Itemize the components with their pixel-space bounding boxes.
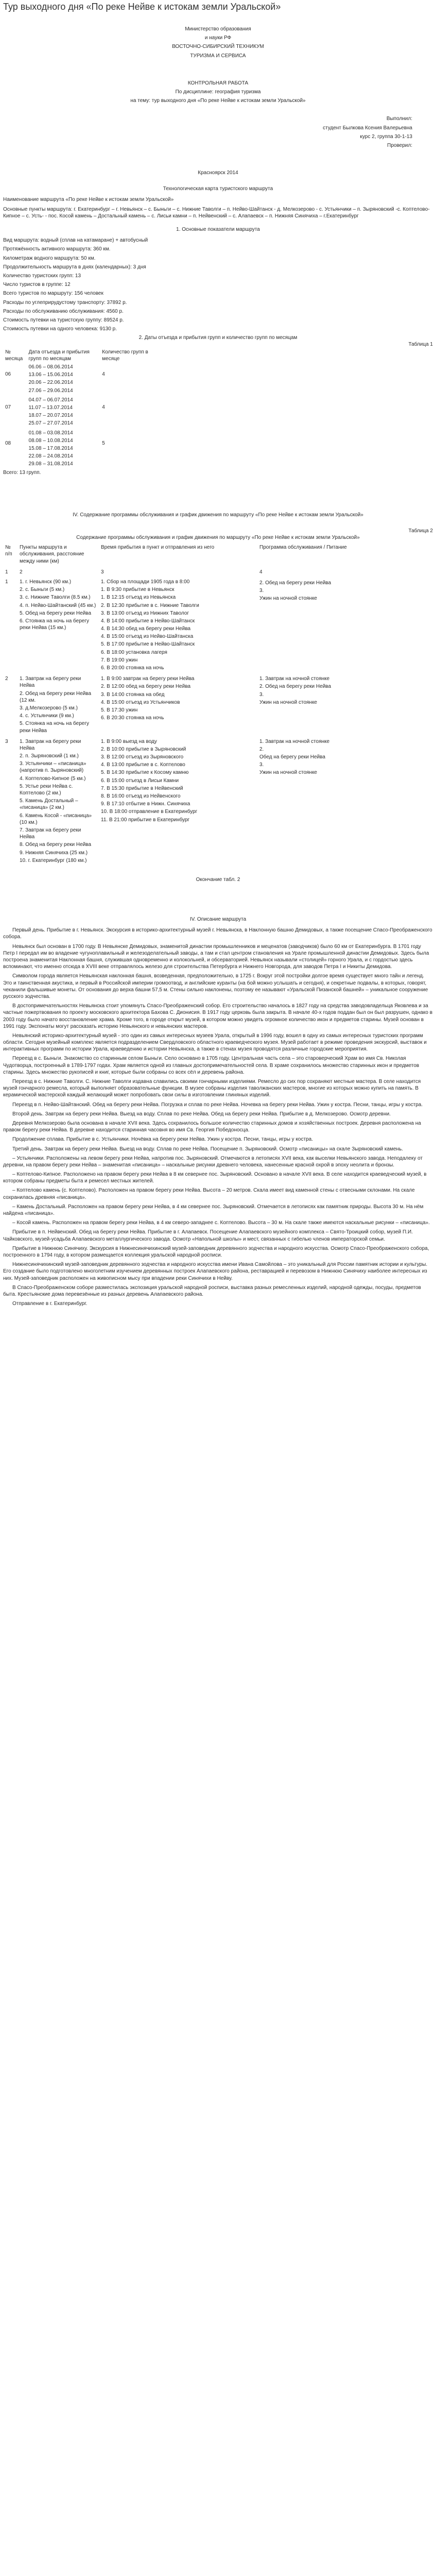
- description-paragraph: Переезд в п. Нейво-Шайтанский. Обед на берегу реки Нейва. Погрузка и сплав по реке Нейва. Ночевка на берегу реки Нейва. Ужин у костра. Песни, танцы, игры у костра.: [12, 1101, 423, 1108]
- dates-cell: 01.08 – 03.08.2014 08.08 – 10.08.2014 15.08 – 17.08.2014 22.08 – 24.08.2014 29.08 – 31.08.2014: [28, 430, 73, 467]
- ministry-line-2: и науки РФ: [204, 35, 232, 41]
- points-header: Пункты маршрута и обслуживания, расстояние между ними (км): [20, 545, 84, 564]
- done-label: Выполнил:: [386, 116, 412, 122]
- time-cell: 1. В 9:00 завтрак на берегу реки Нейва 2. В 12:00 обед на берегу реки Нейва 3. В 14:00 стоянка на обед 4. В 15:00 отъезд из Устьянчиков 5. В 17:30 ужин 6. В 20:30 стоянка на ночь: [101, 676, 195, 721]
- indicator-line: Всего туристов по маршруту: 156 человек: [3, 291, 103, 297]
- count-cell: 4: [102, 371, 105, 377]
- table-header-row: [3, 543, 433, 568]
- dates-header: Дата отъезда и прибытия групп по месяцам: [28, 349, 90, 362]
- month-cell: 06: [5, 371, 11, 377]
- food-cell: 1. Завтрак на ночной стоянке 2. Обед на берегу реки Нейва 3. Ужин на ночной стоянке: [259, 676, 332, 705]
- food-header: Программа обслуживания / Питание: [259, 545, 347, 551]
- checked-label: Проверил:: [387, 142, 412, 148]
- college-line-2: ТУРИЗМА И СЕРВИСА: [190, 53, 246, 59]
- groups-total: Всего: 13 групп.: [3, 470, 41, 476]
- table-2-label: Таблица 2: [408, 528, 433, 534]
- student-course: курс 2, группа 30-1-13: [360, 133, 412, 140]
- points-cell: 1. Завтрак на берегу реки Нейва 2. Обед на берегу реки Нейва (12 км. 3. д.Мелкозерово (5 км.) 4. с. Устьянчики (9 км.) 5. Стоянка на ночь на берегу реки Нейва: [20, 676, 92, 734]
- indicator-line: Продолжительность маршрута в днях (календарных): 3 дня: [3, 264, 146, 270]
- ministry-heading: [3, 26, 433, 59]
- description-paragraph: В Спасо-Преображенском соборе разместилась экспозиция уральской народной росписи, выставка разных ремесленных изделий, народной одежды, посуды, предметов быта. Крестьянские дома перевезённые из разных деревень Алапаевского района.: [3, 1284, 421, 1297]
- description-paragraph: Нижнесинячихинский музей-заповедник деревянного зодчества и народного искусства имени Ивана Самойлова – это уникальный для России памятник истории и культуры. Его создание было подготовлено многолетним изучением деревянных построек Алапаевского района, реставрацией и перевозом в Нижнюю Синячиху наиболее интересных из них. Музей-заповедник расположен на живописном мысу при впадении реки Синячихи в Нейву.: [3, 1262, 428, 1281]
- month-cell: 07: [5, 404, 11, 410]
- description-paragraph: – Коптелово-Кипное. Расположено на правом берегу реки Нейва в 8 км севернее пос. Зыряновский. Основано в начале XVII века. В селе находится краеведческий музей, в котором собраны предметы быта и ремесел местных жителей.: [3, 1172, 427, 1184]
- ministry-line: Министерство образования: [185, 26, 251, 32]
- day-number: 1: [5, 579, 8, 585]
- time-cell: 1. В 9:00 выезд на воду 2. В 10:00 прибытие в Зыряновский 3. В 12:00 отъезд из Зыряновского 4. В 13:00 прибытие в с. Коптелово 5. В 14:30 прибытие к Косому камню 6. В 15:00 отъезд в Лисьи Камни 7. В 15:30 прибытие в Нейвенский 8. В 16:00 отъезд из Нейвенского 9. В 17:10 отбытие в Нижн. Синячиха 10. В 18:00 отправление в Екатеринбург 11. В 21:00 прибытие в Екатеринбург: [101, 738, 198, 823]
- program-caption: Содержание программы обслуживания и график движения по маршруту «По реке Нейве к истокам земли Уральской»: [76, 535, 360, 540]
- student-name: студент Былкова Ксения Валерьевна: [323, 125, 412, 131]
- count-header: Количество групп в месяце: [102, 349, 148, 362]
- num-header: № п/п: [5, 545, 12, 557]
- page-title: Тур выходного дня «По реке Нейве к истокам земли Уральской»: [3, 2, 281, 12]
- time-cell: 1. Сбор на площади 1905 года в 8:00 1. В 9:30 прибытие в Невьянск 1. В 12:15 отъезд из Невьянска 2. В 12:30 прибытие в с. Нижние Таволги 3. В 13:00 отъезд из Нижних Таволог 4. В 14:00 прибытие в Нейво-Шайтанск 4. В 14:30 обед на берегу реки Нейва 4. В 15:00 отъезд из Нейво-Шайтанска 5. В 17:00 прибытие в Нейво-Шайтанск 6. В 18:00 установка лагеря 7. В 19:00 ужин 6. В 20:00 стоянка на ночь: [101, 579, 199, 671]
- dates-cell: 04.07 – 06.07.2014 11.07 – 13.07.2014 18.07 – 20.07.2014 25.07 – 27.07.2014: [28, 397, 73, 427]
- description-paragraph: Второй день. Завтрак на берегу реки Нейва. Выезд на воду. Сплав по реке Нейва. Обед на берегу реки Нейва. Прибытие в д. Мелкозерово. Осмотр деревни.: [12, 1111, 391, 1117]
- indicator-line: Количество туристских групп: 13: [3, 273, 81, 279]
- description-paragraph: Символом города является Невьянская наклонная башня, возведенная, предположительно, в 1725 г. Вокруг этой постройки долгое время существует много тайн и легенд. Это и таинственная акустика, и первый в Российской империи громоотвод, и английские куранты (на бой можно услышать и сегодня), и секретные подвалы, в которых, говорят, чеканили фальшивые монеты. От основания до верха башни 57,5 м. Стены сильно наклонены, поэтому ее называют «Уральской Пизанской башней» – уникальное сооружение русского зодчества.: [3, 973, 428, 999]
- description-paragraph: Продолжение сплава. Прибытие в с. Устьянчики. Ночёвка на берегу реки Нейва. Ужин у костра. Песни, танцы, игры у костра.: [12, 1137, 313, 1143]
- table-row: [3, 674, 433, 737]
- points-cell: 1. Завтрак на берегу реки Нейва 2. п. Зыряновский (1 км.) 3. Устьянчики – «писаница» (напротив п. Зыряновский) 4. Коптелово-Кипное (5 км.) 5. Устье реки Нейва с. Коптелово (2 км.) 5. Камень Достальный – «писаница» (2 км.) 6. Камень Косой - «писаница» (10 км.) 7. Завтрак на берегу реки Нейва 8. Обед на берегу реки Нейва 9. Нижняя Синячиха (25 км.) 10. г. Екатеринбург (180 км.): [20, 738, 92, 863]
- description-paragraph: Прибытие в Нижнюю Синячиху. Экскурсия в Нижнесинячихинский музей-заповедник деревянного зодчества и народного искусства. Осмотр Спасо-Преображенского собора, построенного в 1794 году, в котором размещается коллекция уральской народной росписи.: [3, 1245, 429, 1258]
- work-type: КОНТРОЛЬНАЯ РАБОТА: [187, 80, 249, 86]
- food-cell: 1. Завтрак на ночной стоянке 2. Обед на берегу реки Нейва 3. Ужин на ночной стоянке: [259, 738, 330, 776]
- description-paragraph: Первый день. Прибытие в г. Невьянск. Экскурсия в историко-архитектурный музей г. Невьянска, в Наклонную башню Демидовых, а также посещение Спасо-Преображенского собора.: [3, 927, 432, 940]
- count-cell: 5: [102, 440, 105, 446]
- table-row: [3, 363, 158, 396]
- topic: на тему: тур выходного дня «По реке Нейве к истокам земли Уральской»: [130, 98, 306, 104]
- basic-indicators-list: [3, 237, 433, 332]
- dates-cell: 06.06 – 08.06.2014 13.06 – 15.06.2014 20.06 – 22.06.2014 27.06 – 29.06.2014: [28, 364, 73, 394]
- indicator-line: Протяжённость активного маршрута: 360 км.: [3, 246, 111, 252]
- indicator-line: Стоимость путевки на туристскую группу: 89524 р.: [3, 317, 124, 323]
- table-header-row: [3, 348, 158, 363]
- column-number: 2: [20, 569, 23, 575]
- description-paragraph: Отправление в г. Екатеринбург.: [12, 1301, 88, 1307]
- route-points: Основные пункты маршрута: г. Екатеринбург – г. Невьянск – с. Быньги – с. Нижние Таволги – п. Нейво-Шайтанск - д. Мелкозерово - с. Устьянчики – п. Зыряновский -с. Коптелово-Кипное – с. Усть- - пос. Косой камень – Достальный камень – с. Лисьи камни – п. Нейвенский – с. Алапаевск – п. Нижняя Синячиха – г.Екатеринбург: [3, 206, 430, 219]
- table-1-label: Таблица 1: [408, 342, 433, 348]
- day-number: 2: [5, 676, 8, 682]
- indicator-line: Стоимость путевки на одного человека: 9130 р.: [3, 326, 117, 332]
- route-name: Наименование маршрута «По реке Нейве к истокам земли Уральской»: [3, 197, 174, 203]
- column-number: 4: [259, 569, 263, 575]
- food-cell: 2. Обед на берегу реки Нейва 3. Ужин на ночной стоянке: [259, 580, 332, 602]
- description-paragraph: В достопримечательностях Невьянска стоит упомянуть Спасо-Преображенский собор. Его строительство началось в 1827 году на средства заводовладельца Яковлева и за частные пожертвования по проекту московского архитектора Бахова С. Дионисия. В 1917 году церковь была закрыта. В начале 40-х годов поддан был он был разрушен, однако в 2003 году было начато восстановление храма. Кроме того, в городе открыт музей, в котором можно увидеть огромное количество икон и предметов старины. Музей основан в 1991 году. Экспонаты могут рассказать историю Невьянского и невьянских мастеров.: [3, 1003, 433, 1029]
- description-paragraph: Переезд в с. Быньги. Знакомство со старинным селом Быньги. Село основано в 1705 году. Центральная часть села – это староверческий Храм во имя Св. Николая Чудотворца, построенный в 1789-1797 годах. Храм является одной из главных достопримечательностей села. В храме сохранилось множество старинных икон и предметов старины. Здесь множество рукописей и книг, которые были собраны со всех сёл и деревень района.: [3, 1056, 420, 1075]
- city-year: Красноярск 2014: [198, 170, 238, 176]
- discipline: По дисциплине: география туризма: [175, 89, 261, 95]
- basic-indicators-title: 1. Основные показатели маршрута: [176, 227, 260, 232]
- indicator-line: Вид маршрута: водный (сплав на катамаране) + автобусный: [3, 238, 148, 244]
- description-paragraph: Третий день. Завтрак на берегу реки Нейва. Выезд на воду. Сплав по реке Нейва. Посещение п. Зыряновский. Осмотр «писаницы» на скале Зыряновский камень.: [12, 1146, 404, 1152]
- column-numbering-row: [3, 568, 433, 578]
- program-title: IV. Содержание программы обслуживания и график движения по маршруту «По реке Нейве к истокам земли Уральской»: [73, 512, 363, 518]
- college-line: ВОСТОЧНО-СИБИРСКИЙ ТЕХНИКУМ: [172, 44, 264, 50]
- indicator-line: Расходы по обслуживанию обслуживания: 4560 р.: [3, 308, 124, 314]
- count-cell: 4: [102, 404, 105, 410]
- description-paragraph: – Устьянчики. Расположены на левом берегу реки Нейва, напротив пос. Зыряновский. Отмечаются в летописях XVII века, как выселки Невьянского завода. Неподалеку от деревни, на правом берегу реки Нейва – знаменитая «писаница» – наскальные рисунки древнего человека, нанесенные красной охрой в эпоху неолита и бронзы.: [3, 1155, 423, 1168]
- points-cell: 1. г. Невьянск (90 км.) 2. с. Быньги (5 км.) 3. с. Нижние Таволги (8.5 км.) 4. п. Нейво-Шайтанский (45 км.) 5. Обед на берегу реки Нейва 6. Стоянка на ночь на берегу реки Нейва (15 км.): [20, 579, 96, 631]
- month-cell: 08: [5, 440, 11, 446]
- indicator-line: Расходы по углеприрудустому транспорту: 37892 р.: [3, 299, 127, 306]
- dates-table: [3, 348, 158, 470]
- description-paragraph: Прибытие в п. Нейвенский. Обед на берегу реки Нейва. Прибытие в г. Алапаевск. Посещение Алапаевского музейного комплекса – Свято-Троицкий собор, музей П.И. Чайковского, музей-усадьба Алапаевского металлургического завода. Осмотр «Напольной школы» и мест, связанных с гибелью членов императорской семьи.: [3, 1229, 413, 1242]
- indicator-line: Километраж водного маршрута: 50 км.: [3, 255, 96, 261]
- description-paragraph: – Камень Достальный. Расположен на правом берегу реки Нейва, в 4 км севернее пос. Зыряновский. Отмечается в летописях как памятник природы. Высота 30 м. На нём найдена «писаница».: [3, 1204, 424, 1216]
- description-paragraph: – Коптелово камень (с. Коптелово). Расположен на правом берегу реки Нейва. Высота – 20 метров. Скала имеет вид каменной стены с отвесными склонами. На скале сохранилась древняя «писаница».: [3, 1188, 415, 1200]
- month-header: № месяца: [5, 349, 23, 362]
- description-paragraph: Невьянский историко-архитектурный музей - это один из самых интересных музеев Урала, открытый в 1996 году, вошел в одну из самых интересных туристских программ области. Сегодня музейный комплекс является подразделением Свердловского областного краеведческого музея. Музей работает в режиме проведения экскурсий, выставок и интерактивных программ по истории Урала, краеведению и истории Невьянска, а также в стенах музея проводятся различные городские мероприятия.: [3, 1032, 427, 1053]
- description-paragraph: – Косой камень. Расположен на правом берегу реки Нейва, в 4 км северо-западнее с. Коптелово. Высота – 30 м. На скале также имеются наскальные рисунки – «писаница».: [12, 1220, 430, 1226]
- tech-map-title: Технологическая карта туристского маршрута: [163, 186, 273, 192]
- column-number: 3: [101, 569, 104, 575]
- time-header: Время прибытия в пункт и отправления из него: [101, 545, 215, 551]
- work-title-block: [3, 80, 433, 105]
- dates-title: 2. Даты отъезда и прибытия групп и количество групп по месяцам: [138, 335, 298, 341]
- author-block: [3, 115, 433, 149]
- description-paragraph: Невьянск был основан в 1700 году. В Невьянске Демидовых, знаменитой династии промышленников и меценатов (заводчиков) было 60 км от Екатеринбурга. В 1701 году Петр I передал им во владение чугуноплавильный и железоделательный заводы, а там и стал центром становления на Урале промышленной династии Демидовых. Здесь была построена знаменитая Наклонная башня, служившая одновременно и колокольней, и обсерваторией. Невьянск называли «столицей» горного Урала, и с гордостью здесь вспоминают, что именно отсюда в XVIII веке отправлялось железо для строительства Петербурга и Нижнего Новгорода, для заводов Петра I и Никиты Демидова.: [3, 943, 429, 970]
- table-row: [3, 429, 158, 470]
- description-paragraph: Переезд в с. Нижние Таволги. С. Нижние Таволги издавна славились своими гончарными изделиями. Ремесло до сих пор сохраняют местные мастера. В селе находится музей гончарного ремесла, который выполняет образовательные функции. В музее собраны изделия таволжанских мастеров, многие из которых можно купить на память. В керамической мастерской каждый желающий может попробовать свои силы в изготовлении глиняных изделий.: [3, 1079, 421, 1098]
- table-row: [3, 578, 433, 674]
- table-row: [3, 737, 433, 867]
- indicator-line: Число туристов в группе: 12: [3, 282, 71, 288]
- program-table: [3, 543, 433, 867]
- document-page: [0, 1, 436, 1307]
- day-number: 3: [5, 738, 8, 744]
- table-row: [3, 396, 158, 429]
- column-number: 1: [5, 569, 8, 575]
- description-title: IV. Описание маршрута: [189, 917, 247, 923]
- table-end-note: Окончание табл. 2: [196, 876, 240, 883]
- description-paragraph: Деревня Мелкозерово была основана в начале XVII века. Здесь сохранилось большое количество старинных домов и хозяйственных построек. Деревня расположена на правом берегу реки Нейва. В деревне находится старинная часовня во имя Св. Георгия Победоносца.: [3, 1120, 421, 1133]
- description-body: [3, 927, 433, 1307]
